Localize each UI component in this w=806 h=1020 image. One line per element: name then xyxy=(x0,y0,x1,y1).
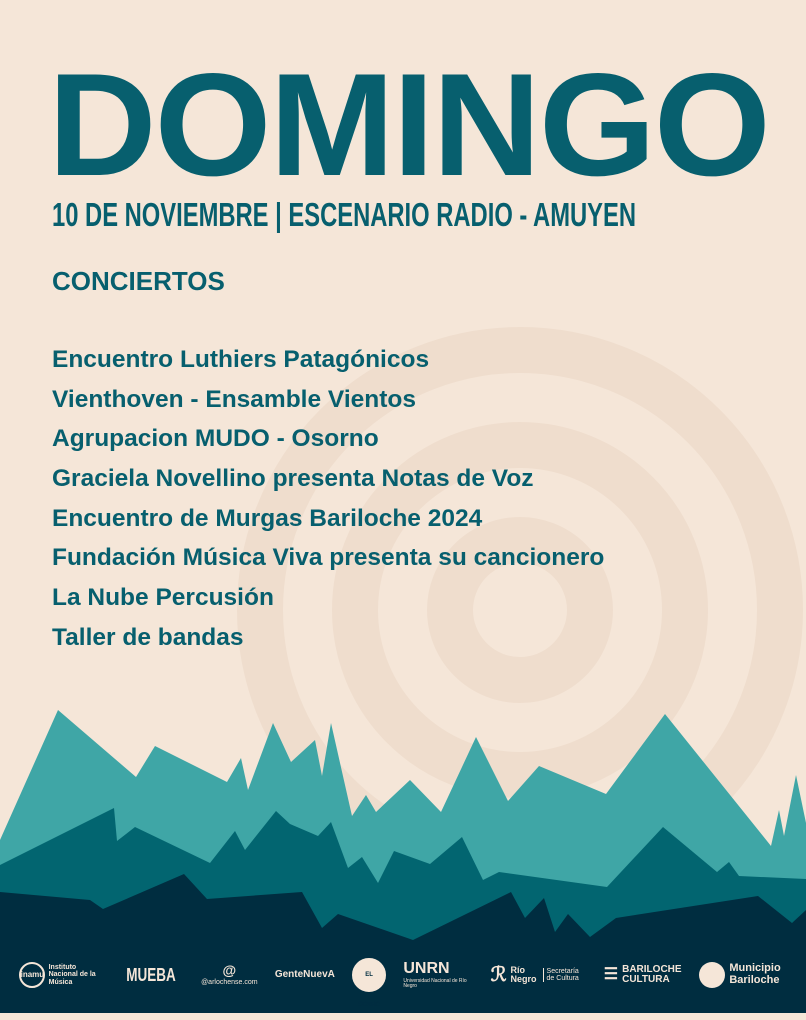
logo-mueba: MUEBA xyxy=(126,964,176,985)
list-item: Encuentro de Murgas Bariloche 2024 xyxy=(52,504,483,532)
at-icon: @ xyxy=(222,962,237,979)
list-item: La Nube Percusión xyxy=(52,584,274,612)
concert-list xyxy=(52,343,604,661)
poster-title: DOMINGO xyxy=(48,43,769,206)
el-ocuro-icon: EL OCURO xyxy=(352,958,386,992)
logo-el-ocuro xyxy=(352,958,386,1008)
inamu-icon: inamu xyxy=(19,962,45,988)
logo-municipio-bariloche: Municipio Bariloche xyxy=(699,962,787,988)
logo-inamu: inamu Instituto Nacional de la Música xyxy=(19,962,101,988)
logo-rio-negro: ℛ Río Negro Secretaría de Cultura xyxy=(491,965,587,986)
municipio-icon xyxy=(699,962,725,988)
section-heading: CONCIERTOS xyxy=(52,266,225,296)
logo-arlochense: @ @arlochense.com xyxy=(201,962,258,987)
list-item: Taller de bandas xyxy=(52,623,244,651)
bariloche-cultura-icon: ☰ xyxy=(603,965,619,983)
list-item: Encuentro Luthiers Patagónicos xyxy=(52,346,430,373)
rio-negro-icon: ℛ xyxy=(490,963,507,986)
list-item: Vienthoven - Ensamble Vientos xyxy=(52,385,416,413)
list-item: Fundación Música Viva presenta su cancionero xyxy=(52,544,605,572)
list-item: Graciela Novellino presenta Notas de Voz xyxy=(52,465,534,493)
logo-gentenueva: GenteNuevA xyxy=(274,968,335,980)
logo-unrn: UNRN Universidad Nacional de Río Negro xyxy=(403,959,467,989)
sponsor-logos xyxy=(0,950,806,1008)
event-date-venue: 10 DE NOVIEMBRE | ESCENARIO RADIO - AMUYEN xyxy=(52,196,637,233)
logo-bariloche-cultura: ☰ BARILOCHE CULTURA xyxy=(603,963,682,985)
list-item: Agrupacion MUDO - Osorno xyxy=(52,425,379,453)
